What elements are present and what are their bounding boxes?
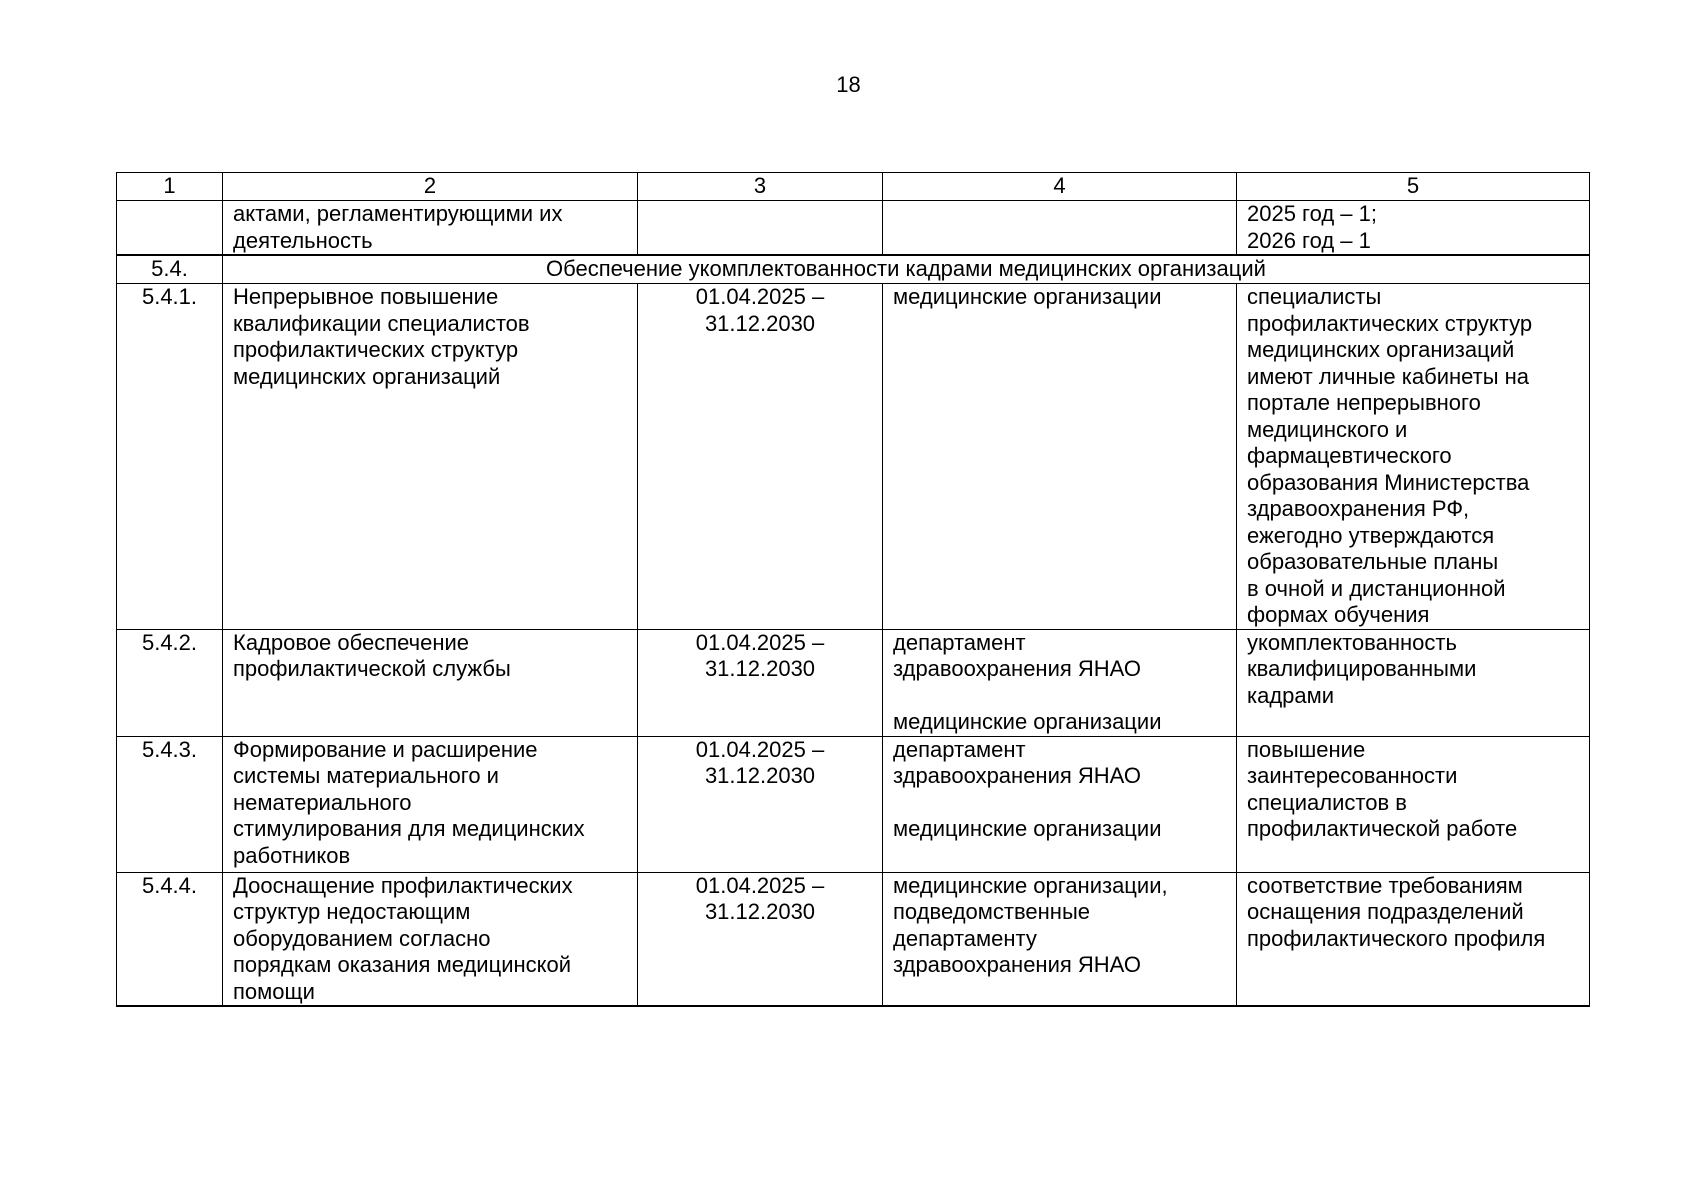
- responsible-cell: медицинские организации, подведомственные департаменту здравоохранения ЯНАО: [883, 872, 1237, 1006]
- column-header: 1: [117, 173, 223, 201]
- responsible-cell: [883, 201, 1237, 256]
- row-number: 5.4.1.: [117, 284, 223, 630]
- column-header: 4: [883, 173, 1237, 201]
- column-number-row: [117, 173, 1590, 201]
- responsible-cell: департамент здравоохранения ЯНАО медицинские организации: [883, 629, 1237, 736]
- responsible-cell: департамент здравоохранения ЯНАО медицинские организации: [883, 736, 1237, 872]
- column-header: 3: [638, 173, 883, 201]
- period-cell: 01.04.2025 – 31.12.2030: [638, 284, 883, 630]
- table-row: [117, 872, 1590, 1006]
- section-title: Обеспечение укомплектованности кадрами медицинских организаций: [223, 255, 1590, 284]
- activity-cell: Формирование и расширение системы материального и нематериального стимулирования для медицинских работников: [223, 736, 638, 872]
- period-cell: 01.04.2025 – 31.12.2030: [638, 872, 883, 1006]
- row-number-cell: [117, 201, 223, 256]
- result-cell: специалисты профилактических структур медицинских организаций имеют личные кабинеты на портале непрерывного медицинского и фармацевтического образования Министерства здравоохранения РФ, ежегодно утверждаются образовательные планы в очной и дистанционной формах обучения: [1237, 284, 1590, 630]
- responsible-cell: медицинские организации: [883, 284, 1237, 630]
- table-row: [117, 629, 1590, 736]
- result-cell: повышение заинтересованности специалистов в профилактической работе: [1237, 736, 1590, 872]
- activity-cell: актами, регламентирующими их деятельность: [223, 201, 638, 256]
- activity-cell: Дооснащение профилактических структур недостающим оборудованием согласно порядкам оказания медицинской помощи: [223, 872, 638, 1006]
- continuation-row: [117, 201, 1590, 256]
- period-cell: 01.04.2025 – 31.12.2030: [638, 629, 883, 736]
- period-cell: 01.04.2025 – 31.12.2030: [638, 736, 883, 872]
- page-number: 18: [836, 72, 861, 97]
- column-header: 5: [1237, 173, 1590, 201]
- table-row: [117, 736, 1590, 872]
- result-cell: 2025 год – 1; 2026 год – 1: [1237, 201, 1590, 256]
- column-header: 2: [223, 173, 638, 201]
- result-cell: укомплектованность квалифицированными кадрами: [1237, 629, 1590, 736]
- section-row: [117, 255, 1590, 284]
- action-plan-table: [116, 172, 1590, 1007]
- table-row: [117, 284, 1590, 630]
- row-number: 5.4.4.: [117, 872, 223, 1006]
- row-number: 5.4.3.: [117, 736, 223, 872]
- activity-cell: Кадровое обеспечение профилактической службы: [223, 629, 638, 736]
- result-cell: соответствие требованиям оснащения подразделений профилактического профиля: [1237, 872, 1590, 1006]
- row-number: 5.4.2.: [117, 629, 223, 736]
- section-number: 5.4.: [117, 255, 223, 284]
- activity-cell: Непрерывное повышение квалификации специалистов профилактических структур медицинских организаций: [223, 284, 638, 630]
- period-cell: [638, 201, 883, 256]
